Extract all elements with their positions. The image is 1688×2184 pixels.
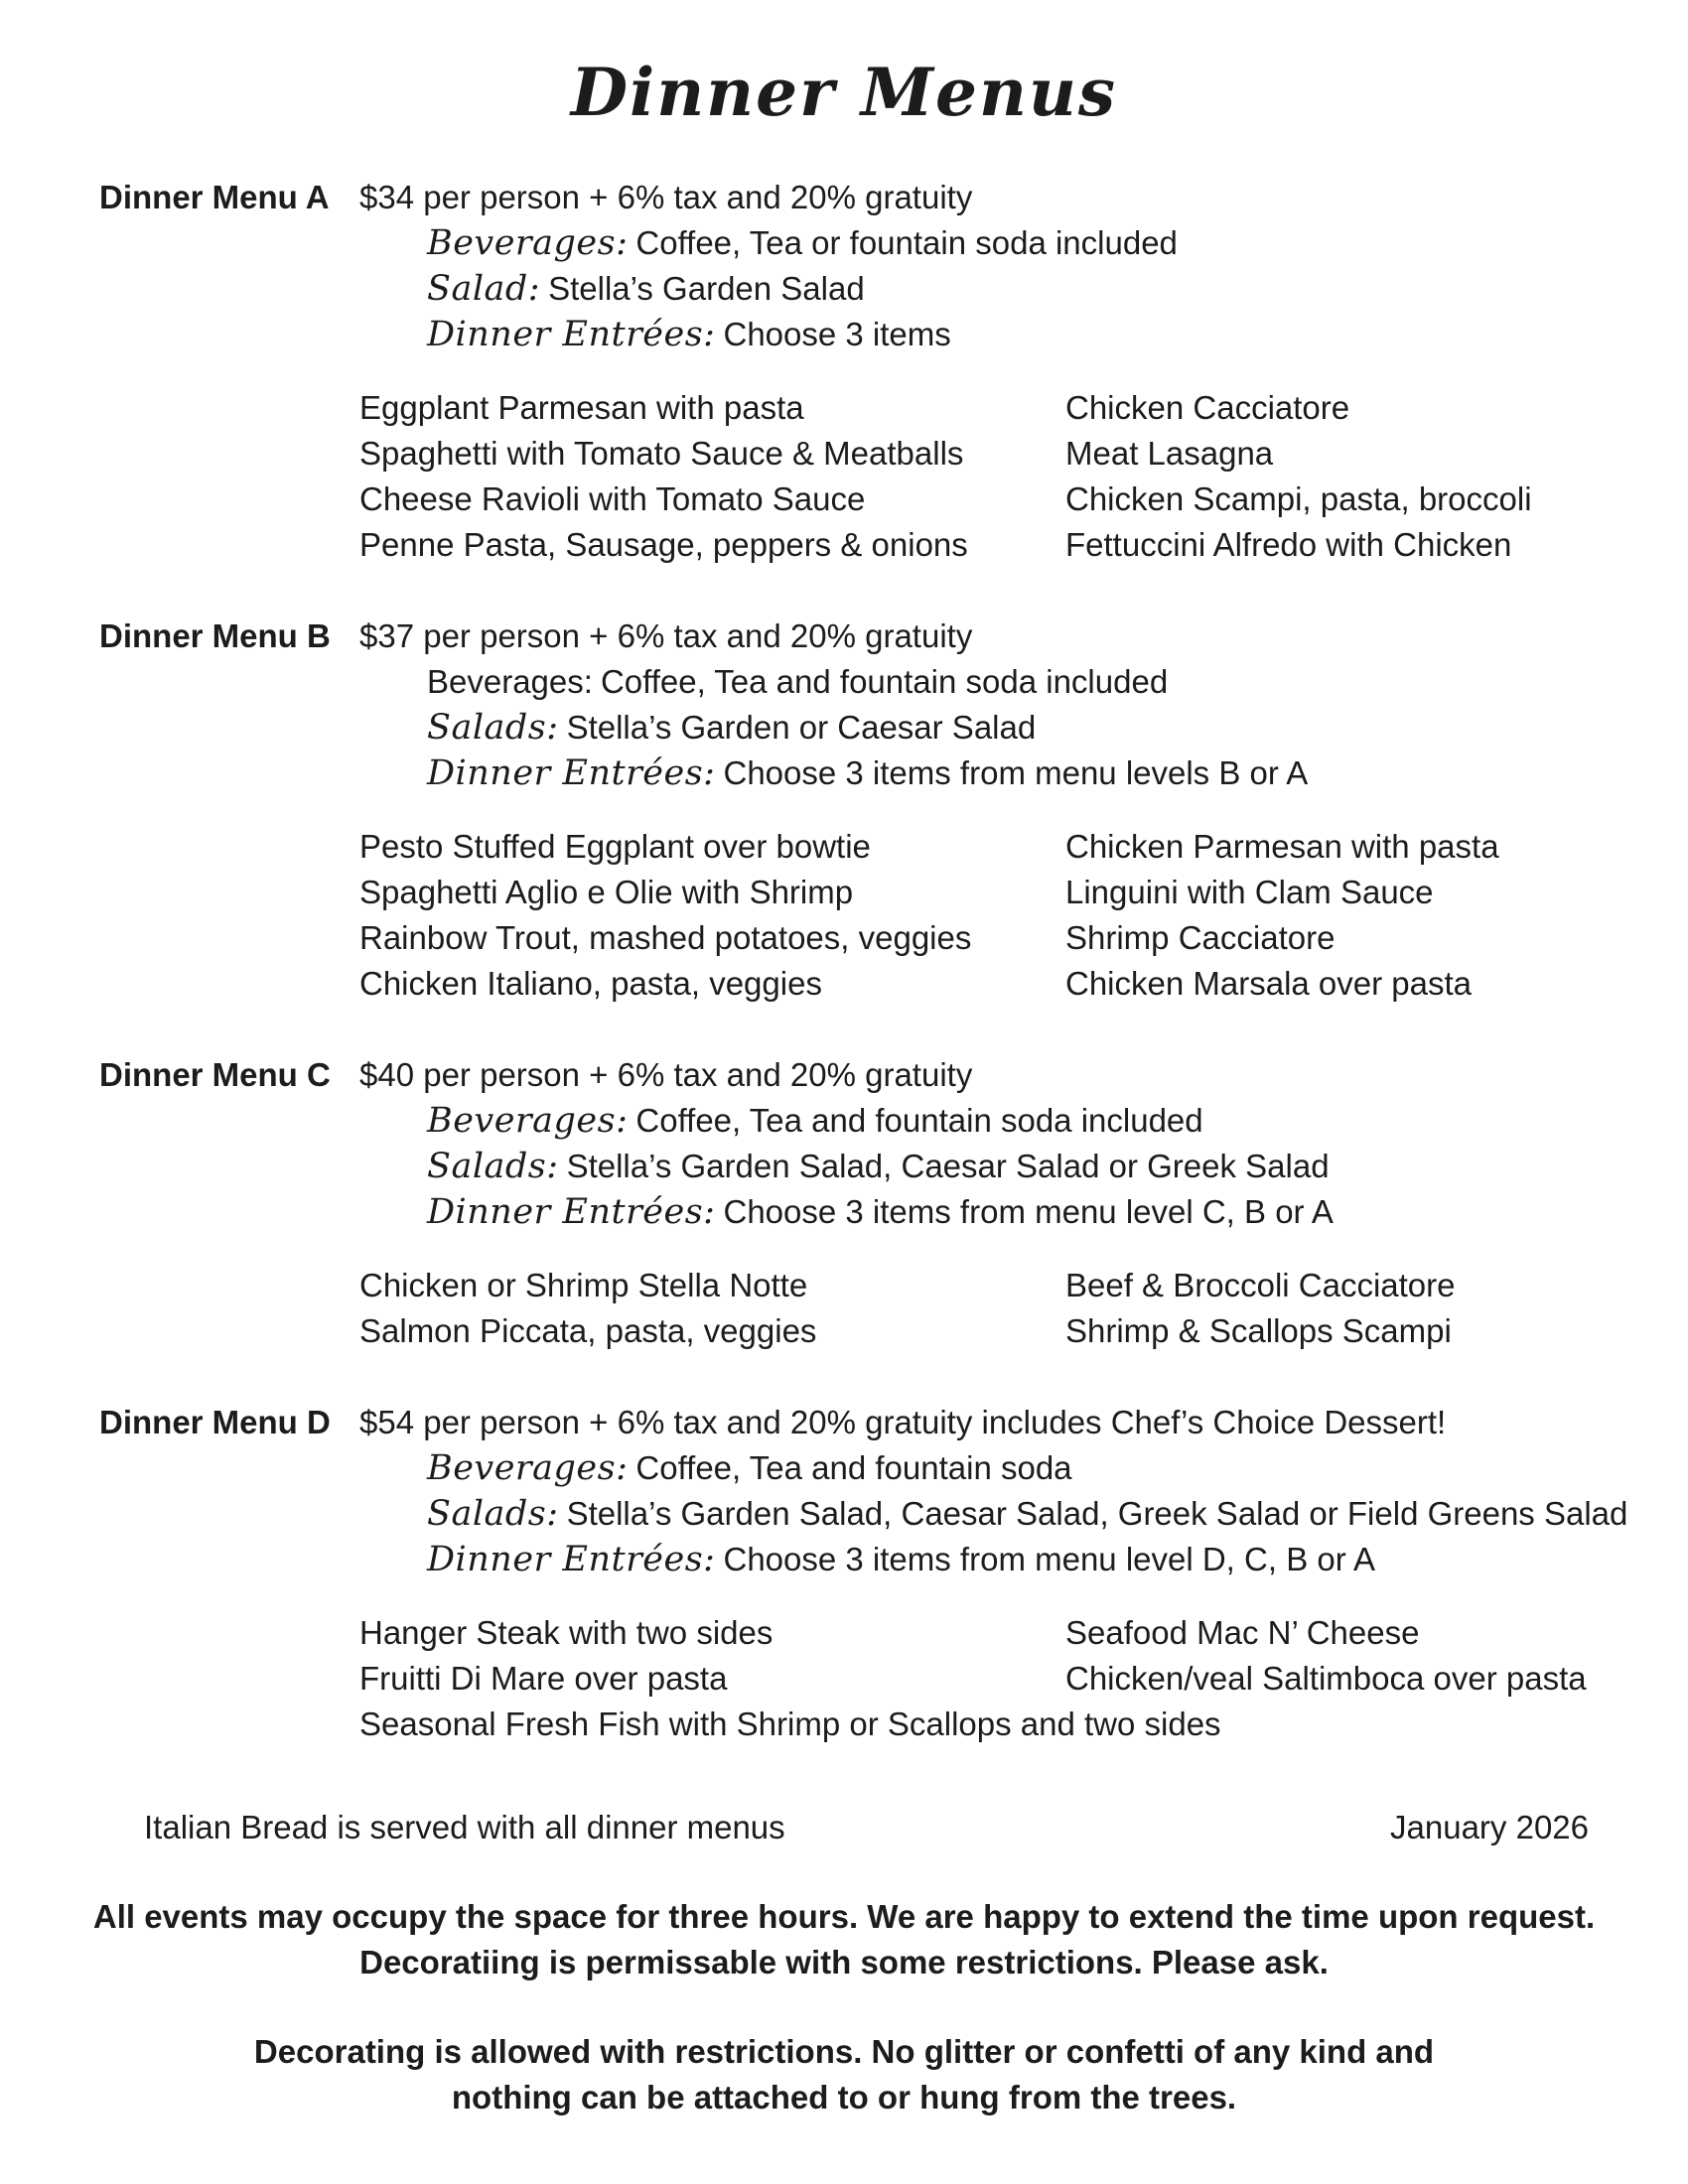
menu-b-entrees-line [427, 751, 1688, 796]
entree-item-full-width: Seasonal Fresh Fish with Shrimp or Scallops and two sides [359, 1705, 1221, 1742]
entree-column-left [359, 1263, 1065, 1354]
entree-item: Penne Pasta, Sausage, peppers & onions [359, 525, 968, 563]
entree-item: Beef & Broccoli Cacciatore [1065, 1266, 1456, 1303]
menu-d-beverages-line [427, 1445, 1688, 1491]
entree-item: Meat Lasagna [1065, 434, 1274, 472]
salads-label: Salads: [427, 707, 559, 748]
menu-a-entree-list [359, 385, 1688, 568]
menu-date: January 2026 [1390, 1808, 1589, 1845]
entree-item: Hanger Steak with two sides [359, 1613, 774, 1651]
menu-c-price: $40 per person + 6% tax and 20% gratuity [359, 1055, 973, 1093]
entree-item: Spaghetti with Tomato Sauce & Meatballs [359, 434, 964, 472]
menu-section-b [0, 614, 1688, 1007]
menu-c-entree-list [359, 1263, 1688, 1354]
salad-text: Stella’s Garden Salad [548, 269, 865, 307]
entree-item: Chicken Parmesan with pasta [1065, 827, 1499, 865]
entree-column-right [1065, 824, 1688, 1007]
event-hours-note-line2: Decoratiing is permissable with some restrictions. Please ask. [359, 1943, 1329, 1980]
entree-item: Chicken Marsala over pasta [1065, 964, 1473, 1002]
entree-item: Shrimp Cacciatore [1065, 918, 1336, 956]
entree-item: Chicken Scampi, pasta, broccoli [1065, 479, 1532, 517]
beverages-text: Coffee, Tea and fountain soda included [635, 1101, 1203, 1139]
salads-text: Stella’s Garden or Caesar Salad [566, 708, 1037, 746]
page-title: Dinner Menus [570, 54, 1118, 131]
entree-item: Fruitti Di Mare over pasta [359, 1659, 728, 1697]
salads-label: Salads: [427, 1493, 559, 1534]
decorating-note-line2: nothing can be attached to or hung from the trees. [451, 2078, 1237, 2116]
menu-c-salads-line [427, 1144, 1688, 1189]
entrees-label: Dinner Entrées: [427, 1191, 716, 1232]
beverages-label: Beverages: [427, 222, 629, 263]
menu-section-a [0, 175, 1688, 568]
entrees-label: Dinner Entrées: [427, 1539, 716, 1579]
menu-c-beverages-line [427, 1098, 1688, 1144]
menu-a-entrees-line [427, 312, 1688, 357]
menu-d-entrees-line [427, 1537, 1688, 1582]
menu-c-heading: Dinner Menu C [99, 1055, 331, 1093]
menu-d-salads-line [427, 1491, 1688, 1537]
decorating-note-line1: Decorating is allowed with restrictions. No glitter or confetti of any kind and [253, 2032, 1435, 2070]
menu-section-c [0, 1052, 1688, 1354]
menu-b-salads-line [427, 705, 1688, 751]
entree-item: Linguini with Clam Sauce [1065, 873, 1434, 910]
menu-a-salad-line [427, 266, 1688, 312]
entree-item: Chicken Italiano, pasta, veggies [359, 964, 822, 1002]
beverages-text: Coffee, Tea and fountain soda [635, 1448, 1072, 1486]
footer-row [0, 1805, 1688, 1850]
menu-a-price: $34 per person + 6% tax and 20% gratuity [359, 178, 973, 215]
beverages-label: Beverages: [427, 1447, 629, 1488]
menu-a-beverages-line [427, 220, 1688, 266]
salad-label: Salad: [427, 268, 541, 309]
entree-item: Rainbow Trout, mashed potatoes, veggies [359, 918, 972, 956]
entrees-text: Choose 3 items from menu levels B or A [723, 753, 1309, 791]
menu-d-heading: Dinner Menu D [99, 1403, 331, 1440]
entree-column-right [1065, 1263, 1688, 1354]
beverages-label: Beverages: [427, 662, 593, 700]
menu-b-entree-list [359, 824, 1688, 1007]
salads-text: Stella’s Garden Salad, Caesar Salad or Greek Salad [566, 1147, 1330, 1184]
entree-item: Spaghetti Aglio e Olie with Shrimp [359, 873, 854, 910]
entree-column-right [1065, 385, 1688, 568]
entree-column-left [359, 385, 1065, 568]
bread-note: Italian Bread is served with all dinner menus [144, 1808, 785, 1845]
entree-column-left [359, 1610, 1065, 1702]
entree-item: Fettuccini Alfredo with Chicken [1065, 525, 1512, 563]
menu-d-entree-list [359, 1610, 1688, 1702]
menu-section-d [0, 1400, 1688, 1747]
entree-item: Cheese Ravioli with Tomato Sauce [359, 479, 866, 517]
entree-item: Shrimp & Scallops Scampi [1065, 1311, 1452, 1349]
salads-text: Stella’s Garden Salad, Caesar Salad, Greek Salad or Field Greens Salad [566, 1494, 1628, 1532]
beverages-text: Coffee, Tea and fountain soda included [600, 662, 1169, 700]
menu-b-price: $37 per person + 6% tax and 20% gratuity [359, 616, 973, 654]
entree-item: Pesto Stuffed Eggplant over bowtie [359, 827, 871, 865]
entrees-text: Choose 3 items from menu level C, B or A [723, 1192, 1334, 1230]
entrees-label: Dinner Entrées: [427, 314, 716, 354]
menu-b-beverages-line [427, 659, 1688, 705]
menu-c-entrees-line [427, 1189, 1688, 1235]
entrees-text: Choose 3 items from menu level D, C, B or A [723, 1540, 1376, 1577]
decorating-note [0, 2029, 1688, 2120]
entrees-text: Choose 3 items [723, 315, 951, 352]
entree-item: Chicken or Shrimp Stella Notte [359, 1266, 808, 1303]
menu-b-heading: Dinner Menu B [99, 616, 331, 654]
beverages-label: Beverages: [427, 1100, 629, 1141]
entree-item: Chicken/veal Saltimboca over pasta [1065, 1659, 1587, 1697]
entree-item: Eggplant Parmesan with pasta [359, 388, 804, 426]
event-hours-note-line1: All events may occupy the space for three hours. We are happy to extend the time upon request. [92, 1897, 1596, 1935]
entree-item: Chicken Cacciatore [1065, 388, 1350, 426]
menu-a-heading: Dinner Menu A [99, 178, 330, 215]
entree-column-left [359, 824, 1065, 1007]
entree-item: Salmon Piccata, pasta, veggies [359, 1311, 817, 1349]
beverages-text: Coffee, Tea or fountain soda included [635, 223, 1178, 261]
entrees-label: Dinner Entrées: [427, 752, 716, 793]
event-hours-note [0, 1894, 1688, 1985]
salads-label: Salads: [427, 1146, 559, 1186]
entree-item: Seafood Mac N’ Cheese [1065, 1613, 1420, 1651]
menu-d-price: $54 per person + 6% tax and 20% gratuity includes Chef’s Choice Dessert! [359, 1403, 1447, 1440]
entree-column-right [1065, 1610, 1688, 1702]
